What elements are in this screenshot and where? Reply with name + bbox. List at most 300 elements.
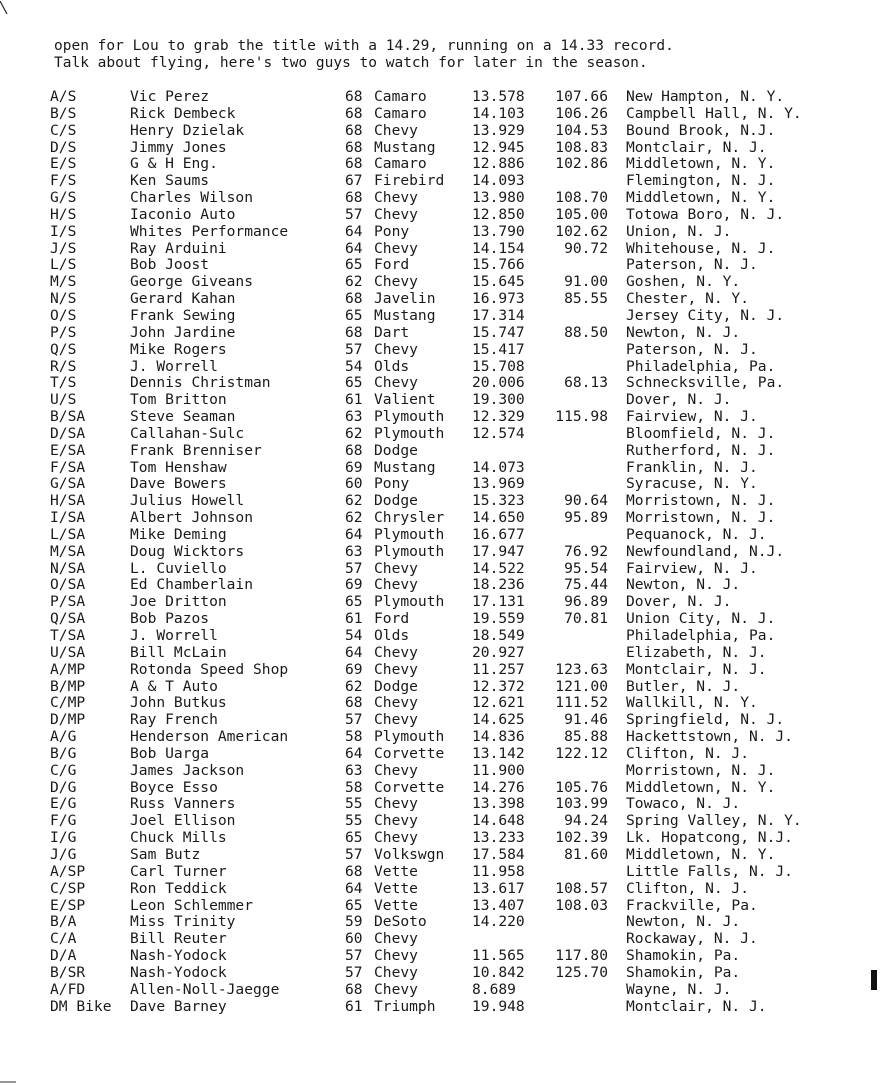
driver-cell: Ron Teddick bbox=[130, 879, 227, 897]
year-cell: 68 bbox=[345, 88, 363, 105]
driver-cell: Albert Johnson bbox=[130, 509, 254, 527]
et-cell: 14.154 bbox=[472, 239, 525, 257]
year-cell: 59 bbox=[345, 913, 363, 931]
class-cell: P/SA bbox=[50, 593, 86, 611]
et-cell: 14.220 bbox=[472, 913, 525, 931]
year-cell: 65 bbox=[345, 306, 363, 324]
year-cell: 62 bbox=[345, 509, 363, 527]
make-cell: Olds bbox=[374, 357, 410, 375]
location-cell: Philadelphia, Pa. bbox=[626, 627, 776, 644]
et-cell: 14.650 bbox=[472, 509, 525, 527]
location-cell: Newton, N. J. bbox=[626, 323, 741, 341]
make-cell: Olds bbox=[374, 627, 410, 644]
result-row bbox=[0, 359, 881, 376]
year-cell: 69 bbox=[345, 458, 363, 476]
driver-cell: Dave Barney bbox=[130, 997, 227, 1015]
make-cell: Camaro bbox=[374, 155, 427, 173]
result-row bbox=[0, 830, 881, 847]
result-row bbox=[0, 375, 881, 392]
location-cell: Towaco, N. J. bbox=[626, 795, 741, 813]
class-cell: C/SP bbox=[50, 879, 86, 897]
et-cell: 18.549 bbox=[472, 627, 525, 644]
driver-cell: J. Worrell bbox=[130, 627, 218, 644]
make-cell: Chevy bbox=[374, 121, 418, 139]
et-cell: 13.407 bbox=[472, 896, 525, 914]
make-cell: Plymouth bbox=[374, 542, 445, 560]
year-cell: 54 bbox=[345, 357, 363, 375]
et-cell: 15.417 bbox=[472, 340, 525, 358]
class-cell: N/SA bbox=[50, 559, 86, 577]
mph-cell: 81.60 bbox=[564, 845, 608, 863]
class-cell: E/SP bbox=[50, 896, 86, 914]
mph-cell: 121.00 bbox=[555, 677, 608, 695]
year-cell: 57 bbox=[345, 559, 363, 577]
class-cell: T/SA bbox=[50, 627, 86, 644]
scan-corner-mark bbox=[0, 0, 8, 14]
mph-cell: 70.81 bbox=[564, 610, 608, 628]
location-cell: Bloomfield, N. J. bbox=[626, 424, 776, 442]
class-cell: P/S bbox=[50, 323, 77, 341]
result-row bbox=[0, 207, 881, 224]
et-cell: 14.522 bbox=[472, 559, 525, 577]
location-cell: Syracuse, N. Y. bbox=[626, 475, 758, 493]
et-cell: 14.648 bbox=[472, 812, 525, 830]
et-cell: 14.276 bbox=[472, 778, 525, 796]
driver-cell: Callahan-Sulc bbox=[130, 424, 245, 442]
driver-cell: A & T Auto bbox=[130, 677, 218, 695]
et-cell: 14.836 bbox=[472, 728, 525, 746]
location-cell: Rockaway, N. J. bbox=[626, 930, 758, 948]
result-row bbox=[0, 527, 881, 544]
et-cell: 14.093 bbox=[472, 172, 525, 190]
mph-cell: 102.62 bbox=[555, 222, 608, 240]
result-row bbox=[0, 106, 881, 123]
class-cell: D/SA bbox=[50, 424, 86, 442]
driver-cell: Chuck Mills bbox=[130, 829, 227, 847]
driver-cell: Sam Butz bbox=[130, 845, 201, 863]
scan-edge-mark bbox=[871, 970, 877, 990]
result-row bbox=[0, 628, 881, 645]
mph-cell: 85.55 bbox=[564, 290, 608, 308]
result-row bbox=[0, 796, 881, 813]
class-cell: C/G bbox=[50, 761, 77, 779]
location-cell: Spring Valley, N. Y. bbox=[626, 812, 802, 830]
class-cell: M/S bbox=[50, 273, 77, 291]
year-cell: 62 bbox=[345, 677, 363, 695]
make-cell: Plymouth bbox=[374, 728, 445, 746]
result-row bbox=[0, 443, 881, 460]
year-cell: 64 bbox=[345, 222, 363, 240]
class-cell: U/S bbox=[50, 391, 77, 409]
et-cell: 15.645 bbox=[472, 273, 525, 291]
make-cell: Chevy bbox=[374, 829, 418, 847]
location-cell: Fairview, N. J. bbox=[626, 408, 758, 426]
mph-cell: 96.89 bbox=[564, 593, 608, 611]
driver-cell: Dave Bowers bbox=[130, 475, 227, 493]
driver-cell: Carl Turner bbox=[130, 862, 227, 880]
make-cell: Ford bbox=[374, 256, 410, 274]
class-cell: B/S bbox=[50, 104, 77, 122]
mph-cell: 91.46 bbox=[564, 711, 608, 729]
et-cell: 17.131 bbox=[472, 593, 525, 611]
class-cell: F/SA bbox=[50, 458, 86, 476]
year-cell: 54 bbox=[345, 627, 363, 644]
mph-cell: 91.00 bbox=[564, 273, 608, 291]
class-cell: C/A bbox=[50, 930, 77, 948]
et-cell: 13.790 bbox=[472, 222, 525, 240]
year-cell: 57 bbox=[345, 947, 363, 965]
driver-cell: George Giveans bbox=[130, 273, 254, 291]
make-cell: Chevy bbox=[374, 273, 418, 291]
class-cell: F/G bbox=[50, 812, 77, 830]
et-cell: 14.625 bbox=[472, 711, 525, 729]
location-cell: Middletown, N. Y. bbox=[626, 845, 776, 863]
location-cell: Newfoundland, N.J. bbox=[626, 542, 785, 560]
et-cell: 10.842 bbox=[472, 963, 525, 981]
mph-cell: 103.99 bbox=[555, 795, 608, 813]
class-cell: B/MP bbox=[50, 677, 86, 695]
result-row bbox=[0, 460, 881, 477]
result-row bbox=[0, 173, 881, 190]
make-cell: Triumph bbox=[374, 997, 436, 1015]
driver-cell: Dennis Christman bbox=[130, 374, 271, 392]
driver-cell: G & H Eng. bbox=[130, 155, 218, 173]
et-cell: 11.257 bbox=[472, 660, 525, 678]
mph-cell: 108.03 bbox=[555, 896, 608, 914]
class-cell: J/S bbox=[50, 239, 77, 257]
class-cell: E/SA bbox=[50, 441, 86, 459]
class-cell: R/S bbox=[50, 357, 77, 375]
year-cell: 68 bbox=[345, 980, 363, 998]
year-cell: 64 bbox=[345, 744, 363, 762]
class-cell: I/G bbox=[50, 829, 77, 847]
year-cell: 69 bbox=[345, 660, 363, 678]
year-cell: 57 bbox=[345, 711, 363, 729]
result-row bbox=[0, 611, 881, 628]
location-cell: Jersey City, N. J. bbox=[626, 306, 785, 324]
location-cell: Montclair, N. J. bbox=[626, 660, 767, 678]
result-row bbox=[0, 746, 881, 763]
make-cell: Camaro bbox=[374, 104, 427, 122]
make-cell: DeSoto bbox=[374, 913, 427, 931]
et-cell: 20.006 bbox=[472, 374, 525, 392]
make-cell: Chevy bbox=[374, 576, 418, 594]
driver-cell: Joel Ellison bbox=[130, 812, 236, 830]
result-row bbox=[0, 780, 881, 797]
class-cell: O/S bbox=[50, 306, 77, 324]
class-cell: B/SA bbox=[50, 408, 86, 426]
mph-cell: 88.50 bbox=[564, 323, 608, 341]
year-cell: 68 bbox=[345, 694, 363, 712]
result-row bbox=[0, 140, 881, 157]
year-cell: 65 bbox=[345, 593, 363, 611]
year-cell: 64 bbox=[345, 239, 363, 257]
driver-cell: Charles Wilson bbox=[130, 189, 254, 207]
et-cell: 12.329 bbox=[472, 408, 525, 426]
make-cell: Corvette bbox=[374, 744, 445, 762]
year-cell: 62 bbox=[345, 273, 363, 291]
make-cell: Vette bbox=[374, 879, 418, 897]
class-cell: DM Bike bbox=[50, 997, 112, 1015]
driver-cell: Bob Pazos bbox=[130, 610, 210, 628]
et-cell: 17.314 bbox=[472, 306, 525, 324]
scan-corner-mark bbox=[0, 1068, 18, 1080]
year-cell: 68 bbox=[345, 138, 363, 156]
driver-cell: Bob Uarga bbox=[130, 744, 210, 762]
year-cell: 64 bbox=[345, 643, 363, 661]
mph-cell: 94.24 bbox=[564, 812, 608, 830]
class-cell: A/FD bbox=[50, 980, 86, 998]
result-row bbox=[0, 156, 881, 173]
year-cell: 65 bbox=[345, 896, 363, 914]
make-cell: Mustang bbox=[374, 306, 436, 324]
mph-cell: 117.80 bbox=[555, 947, 608, 965]
driver-cell: Nash-Yodock bbox=[130, 963, 227, 981]
et-cell: 15.323 bbox=[472, 492, 525, 510]
class-cell: G/SA bbox=[50, 475, 86, 493]
location-cell: Middletown, N. Y. bbox=[626, 778, 776, 796]
driver-cell: Bob Joost bbox=[130, 256, 210, 274]
class-cell: F/S bbox=[50, 172, 77, 190]
et-cell: 12.372 bbox=[472, 677, 525, 695]
make-cell: Chevy bbox=[374, 930, 418, 948]
result-row bbox=[0, 763, 881, 780]
location-cell: Wallkill, N. Y. bbox=[626, 694, 758, 712]
location-cell: Dover, N. J. bbox=[626, 593, 732, 611]
result-row bbox=[0, 308, 881, 325]
et-cell: 13.969 bbox=[472, 475, 525, 493]
location-cell: Philadelphia, Pa. bbox=[626, 357, 776, 375]
year-cell: 63 bbox=[345, 408, 363, 426]
result-row bbox=[0, 965, 881, 982]
class-cell: A/G bbox=[50, 728, 77, 746]
result-row bbox=[0, 476, 881, 493]
result-row bbox=[0, 274, 881, 291]
year-cell: 57 bbox=[345, 845, 363, 863]
result-row bbox=[0, 898, 881, 915]
et-cell: 19.559 bbox=[472, 610, 525, 628]
location-cell: Middletown, N. Y. bbox=[626, 189, 776, 207]
class-cell: B/A bbox=[50, 913, 77, 931]
make-cell: Javelin bbox=[374, 290, 436, 308]
class-cell: D/S bbox=[50, 138, 77, 156]
intro-line: Talk about flying, here's two guys to watch for later in the season. bbox=[54, 55, 648, 71]
year-cell: 68 bbox=[345, 155, 363, 173]
location-cell: Clifton, N. J. bbox=[626, 744, 750, 762]
result-row bbox=[0, 679, 881, 696]
class-cell: I/S bbox=[50, 222, 77, 240]
location-cell: Schnecksville, Pa. bbox=[626, 374, 785, 392]
class-cell: D/MP bbox=[50, 711, 86, 729]
year-cell: 68 bbox=[345, 290, 363, 308]
et-cell: 19.300 bbox=[472, 391, 525, 409]
year-cell: 64 bbox=[345, 879, 363, 897]
et-cell: 14.103 bbox=[472, 104, 525, 122]
et-cell: 15.708 bbox=[472, 357, 525, 375]
location-cell: Newton, N. J. bbox=[626, 913, 741, 931]
et-cell: 13.578 bbox=[472, 88, 525, 105]
location-cell: Hackettstown, N. J. bbox=[626, 728, 793, 746]
driver-cell: Frank Sewing bbox=[130, 306, 236, 324]
make-cell: Dodge bbox=[374, 441, 418, 459]
year-cell: 58 bbox=[345, 728, 363, 746]
et-cell: 15.747 bbox=[472, 323, 525, 341]
location-cell: Dover, N. J. bbox=[626, 391, 732, 409]
make-cell: Dodge bbox=[374, 492, 418, 510]
make-cell: Chevy bbox=[374, 812, 418, 830]
result-row bbox=[0, 241, 881, 258]
result-row bbox=[0, 224, 881, 241]
location-cell: Chester, N. Y. bbox=[626, 290, 750, 308]
year-cell: 60 bbox=[345, 475, 363, 493]
result-row bbox=[0, 544, 881, 561]
location-cell: Shamokin, Pa. bbox=[626, 947, 741, 965]
driver-cell: Rotonda Speed Shop bbox=[130, 660, 289, 678]
result-row bbox=[0, 847, 881, 864]
make-cell: Chevy bbox=[374, 189, 418, 207]
location-cell: Wayne, N. J. bbox=[626, 980, 732, 998]
driver-cell: Nash-Yodock bbox=[130, 947, 227, 965]
driver-cell: Ed Chamberlain bbox=[130, 576, 254, 594]
et-cell: 12.621 bbox=[472, 694, 525, 712]
year-cell: 68 bbox=[345, 323, 363, 341]
driver-cell: John Jardine bbox=[130, 323, 236, 341]
result-row bbox=[0, 257, 881, 274]
mph-cell: 102.86 bbox=[555, 155, 608, 173]
mph-cell: 102.39 bbox=[555, 829, 608, 847]
make-cell: Chevy bbox=[374, 205, 418, 223]
class-cell: Q/S bbox=[50, 340, 77, 358]
et-cell: 12.945 bbox=[472, 138, 525, 156]
make-cell: Vette bbox=[374, 862, 418, 880]
location-cell: Morristown, N. J. bbox=[626, 509, 776, 527]
location-cell: Middletown, N. Y. bbox=[626, 155, 776, 173]
year-cell: 65 bbox=[345, 829, 363, 847]
make-cell: Dodge bbox=[374, 677, 418, 695]
location-cell: Montclair, N. J. bbox=[626, 138, 767, 156]
mph-cell: 115.98 bbox=[555, 408, 608, 426]
result-row bbox=[0, 392, 881, 409]
driver-cell: Bill Reuter bbox=[130, 930, 227, 948]
make-cell: Vette bbox=[374, 896, 418, 914]
make-cell: Ford bbox=[374, 610, 410, 628]
driver-cell: Whites Performance bbox=[130, 222, 289, 240]
make-cell: Valient bbox=[374, 391, 436, 409]
et-cell: 8.689 bbox=[472, 980, 516, 998]
mph-cell: 76.92 bbox=[564, 542, 608, 560]
intro-paragraph bbox=[54, 38, 854, 72]
result-row bbox=[0, 325, 881, 342]
et-cell: 11.900 bbox=[472, 761, 525, 779]
make-cell: Chevy bbox=[374, 761, 418, 779]
class-cell: H/S bbox=[50, 205, 77, 223]
make-cell: Chevy bbox=[374, 374, 418, 392]
class-cell: A/MP bbox=[50, 660, 86, 678]
result-row bbox=[0, 695, 881, 712]
location-cell: Goshen, N. Y. bbox=[626, 273, 741, 291]
location-cell: Clifton, N. J. bbox=[626, 879, 750, 897]
class-cell: L/S bbox=[50, 256, 77, 274]
driver-cell: Boyce Esso bbox=[130, 778, 218, 796]
location-cell: Lk. Hopatcong, N.J. bbox=[626, 829, 793, 847]
year-cell: 68 bbox=[345, 441, 363, 459]
et-cell: 19.948 bbox=[472, 997, 525, 1015]
year-cell: 60 bbox=[345, 930, 363, 948]
class-cell: E/S bbox=[50, 155, 77, 173]
result-row bbox=[0, 426, 881, 443]
year-cell: 55 bbox=[345, 812, 363, 830]
class-cell: J/G bbox=[50, 845, 77, 863]
results-list bbox=[0, 89, 881, 1015]
driver-cell: Russ Vanners bbox=[130, 795, 236, 813]
class-cell: B/G bbox=[50, 744, 77, 762]
location-cell: Franklin, N. J. bbox=[626, 458, 758, 476]
result-row bbox=[0, 982, 881, 999]
location-cell: Little Falls, N. J. bbox=[626, 862, 793, 880]
location-cell: Campbell Hall, N. Y. bbox=[626, 104, 802, 122]
result-row bbox=[0, 561, 881, 578]
et-cell: 16.677 bbox=[472, 525, 525, 543]
location-cell: Paterson, N. J. bbox=[626, 340, 758, 358]
driver-cell: L. Cuviello bbox=[130, 559, 227, 577]
driver-cell: Ray French bbox=[130, 711, 218, 729]
class-cell: C/S bbox=[50, 121, 77, 139]
et-cell: 15.766 bbox=[472, 256, 525, 274]
result-row bbox=[0, 881, 881, 898]
driver-cell: John Butkus bbox=[130, 694, 227, 712]
class-cell: H/SA bbox=[50, 492, 86, 510]
class-cell: Q/SA bbox=[50, 610, 86, 628]
make-cell: Volkswgn bbox=[374, 845, 445, 863]
driver-cell: Miss Trinity bbox=[130, 913, 236, 931]
mph-cell: 123.63 bbox=[555, 660, 608, 678]
year-cell: 68 bbox=[345, 189, 363, 207]
make-cell: Chevy bbox=[374, 660, 418, 678]
location-cell: Morristown, N. J. bbox=[626, 761, 776, 779]
year-cell: 57 bbox=[345, 963, 363, 981]
result-row bbox=[0, 577, 881, 594]
location-cell: Newton, N. J. bbox=[626, 576, 741, 594]
intro-line: open for Lou to grab the title with a 14.29, running on a 14.33 record. bbox=[54, 38, 674, 54]
make-cell: Plymouth bbox=[374, 424, 445, 442]
result-row bbox=[0, 662, 881, 679]
driver-cell: Leon Schlemmer bbox=[130, 896, 254, 914]
class-cell: C/MP bbox=[50, 694, 86, 712]
mph-cell: 105.00 bbox=[555, 205, 608, 223]
location-cell: Butler, N. J. bbox=[626, 677, 741, 695]
year-cell: 55 bbox=[345, 795, 363, 813]
make-cell: Plymouth bbox=[374, 593, 445, 611]
year-cell: 68 bbox=[345, 121, 363, 139]
make-cell: Chevy bbox=[374, 643, 418, 661]
location-cell: Totowa Boro, N. J. bbox=[626, 205, 785, 223]
mph-cell: 95.89 bbox=[564, 509, 608, 527]
year-cell: 63 bbox=[345, 542, 363, 560]
driver-cell: Ray Arduini bbox=[130, 239, 227, 257]
class-cell: A/SP bbox=[50, 862, 86, 880]
mph-cell: 90.72 bbox=[564, 239, 608, 257]
driver-cell: Mike Deming bbox=[130, 525, 227, 543]
year-cell: 57 bbox=[345, 205, 363, 223]
mph-cell: 75.44 bbox=[564, 576, 608, 594]
make-cell: Chevy bbox=[374, 947, 418, 965]
class-cell: D/G bbox=[50, 778, 77, 796]
mph-cell: 107.66 bbox=[555, 88, 608, 105]
et-cell: 12.886 bbox=[472, 155, 525, 173]
class-cell: G/S bbox=[50, 189, 77, 207]
make-cell: Mustang bbox=[374, 458, 436, 476]
driver-cell: Gerard Kahan bbox=[130, 290, 236, 308]
